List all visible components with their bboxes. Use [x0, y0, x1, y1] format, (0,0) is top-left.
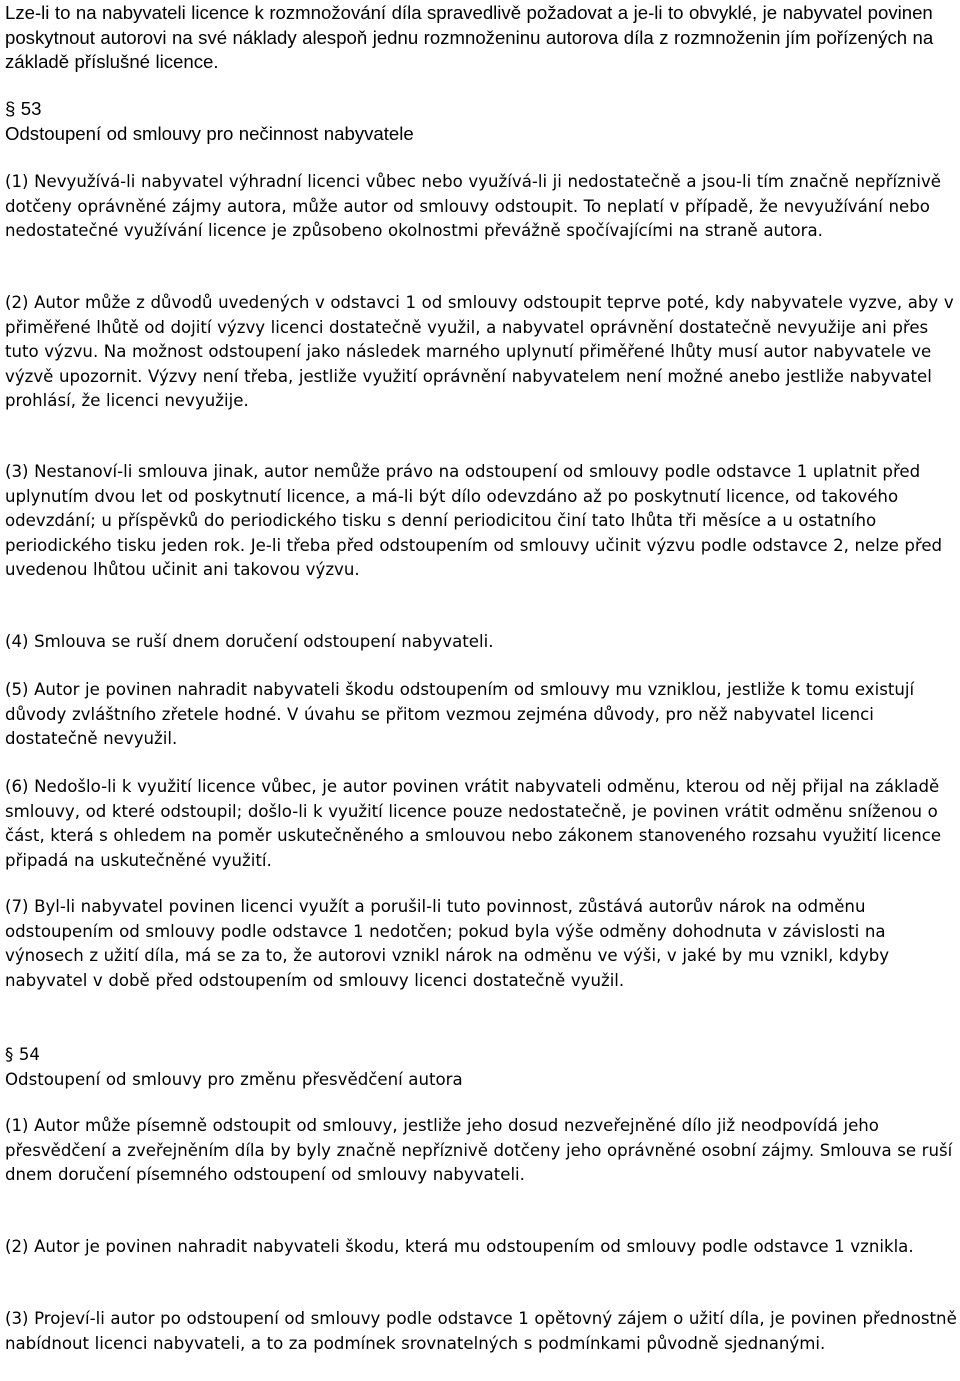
section-53-paragraph-1: (1) Nevyužívá-li nabyvatel výhradní licenci vůbec nebo využívá-li ji nedostatečně a jsou-li tím značně nepříznivě dotčeny oprávněné zájmy autora, může autor od smlouvy odstoupit. To neplatí v případě, že nevyužívání nebo nedostatečné využívání licence je způsobeno okolnostmi převážně spočívajícími na straně autora.: [5, 172, 942, 240]
section-53-title: Odstoupení od smlouvy pro nečinnost nabyvatele: [5, 122, 414, 144]
section-53-paragraph-5: (5) Autor je povinen nahradit nabyvateli škodu odstoupením od smlouvy mu vzniklou, jestliže k tomu existují důvody zvláštního zřetele hodné. V úvahu se přitom vezmou zejména důvody, pro něž nabyvatel licenci dostatečně nevyužil.: [5, 680, 915, 748]
section-54-heading: [5, 1043, 957, 1092]
section-54-paragraph-3: (3) Projeví-li autor po odstoupení od smlouvy podle odstavce 1 opětovný zájem o užití díla, je povinen přednostně nabídnout licenci nabyvateli, a to za podmínek srovnatelných s podmínkami původně sjednanými.: [5, 1309, 957, 1353]
section-53-paragraph-6: (6) Nedošlo-li k využití licence vůbec, je autor povinen vrátit nabyvateli odměnu, kterou od něj přijal na základě smlouvy, od které odstoupil; došlo-li k využití licence pouze nedostatečně, je povinen vrátit odměnu sníženou o část, která s ohledem na poměr uskutečněného a smlouvou nebo zákonem stanoveného rozsahu využití licence připadá na uskutečněné využití.: [5, 777, 942, 870]
section-54-number: § 54: [5, 1045, 40, 1064]
section-54-paragraph-2: (2) Autor je povinen nahradit nabyvateli škodu, která mu odstoupením od smlouvy podle odstavce 1 vznikla.: [5, 1237, 914, 1256]
intro-paragraph: Lze-li to na nabyvateli licence k rozmnožování díla spravedlivě požadovat a je-li to obvyklé, je nabyvatel povinen poskytnout autorovi na své náklady alespoň jednu rozmnoženinu autorova díla z rozmnoženin jím pořízených na základě příslušné licence.: [5, 2, 934, 72]
section-53-paragraph-2: (2) Autor může z důvodů uvedených v odstavci 1 od smlouvy odstoupit teprve poté, kdy nabyvatele vyzve, aby v přiměřené lhůtě od dojití výzvy licenci dostatečně využil, a nabyvatel oprávnění dostatečně nevyužije ani přes tuto výzvu. Na možnost odstoupení jako následek marného uplynutí přiměřené lhůty musí autor nabyvatele ve výzvě upozornit. Výzvy není třeba, jestliže využití oprávnění nabyvatelem není možné anebo jestliže nabyvatel prohlásí, že licenci nevyužije.: [5, 293, 954, 410]
section-53-heading: [5, 97, 957, 146]
section-53-paragraph-4: (4) Smlouva se ruší dnem doručení odstoupení nabyvateli.: [5, 632, 494, 651]
section-54-paragraph-1: (1) Autor může písemně odstoupit od smlouvy, jestliže jeho dosud nezveřejněné dílo již neodpovídá jeho přesvědčení a zveřejněním díla by byly značně nepříznivě dotčeny jeho oprávněné osobní zájmy. Smlouva se ruší dnem doručení písemného odstoupení od smlouvy nabyvateli.: [5, 1116, 953, 1184]
section-53-number: § 53: [5, 98, 42, 119]
section-53-paragraph-7: (7) Byl-li nabyvatel povinen licenci využít a porušil-li tuto povinnost, zůstává autorův nárok na odměnu odstoupením od smlouvy podle odstavce 1 nedotčen; pokud byla výše odměny dohodnuta v závislosti na výnosech z užití díla, má se za to, že autorovi vznikl nárok na odměnu ve výši, v jaké by mu vznikl, kdyby nabyvatel v době před odstoupením od smlouvy licenci dostatečně využil.: [5, 897, 890, 990]
section-53-paragraph-3: (3) Nestanoví-li smlouva jinak, autor nemůže právo na odstoupení od smlouvy podle odstavce 1 uplatnit před uplynutím dvou let od poskytnutí licence, a má-li být dílo odevzdáno až po poskytnutí licence, od takového odevzdání; u příspěvků do periodického tisku s denní periodicitou činí tato lhůta tři měsíce a u ostatního periodického tisku jeden rok. Je-li třeba před odstoupením od smlouvy učinit výzvu podle odstavce 2, nelze před uvedenou lhůtou učinit ani takovou výzvu.: [5, 462, 943, 579]
section-54-title: Odstoupení od smlouvy pro změnu přesvědčení autora: [5, 1069, 463, 1089]
